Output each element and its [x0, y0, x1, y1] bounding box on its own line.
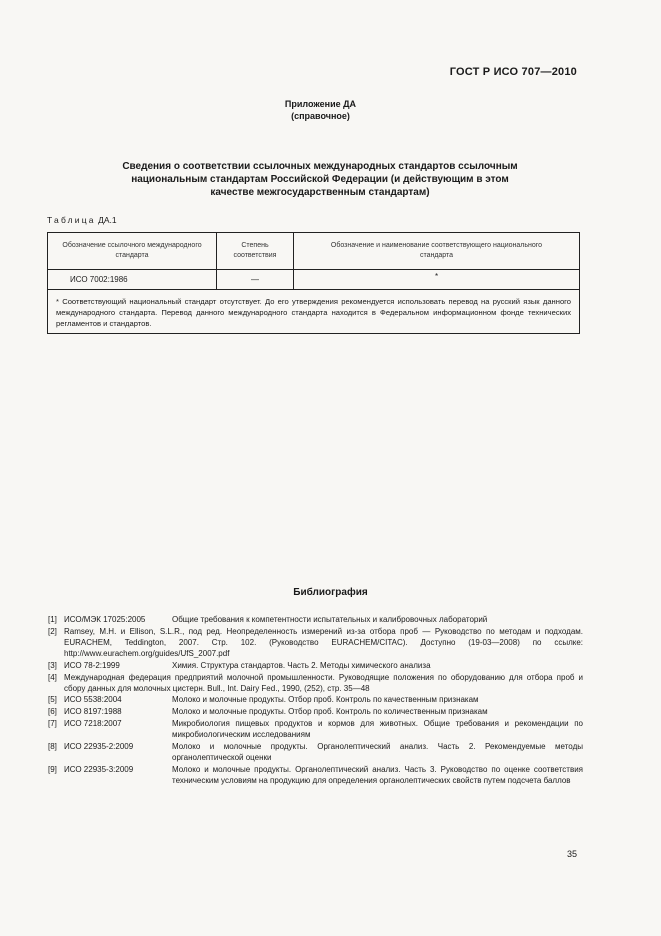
annex-main-title [80, 160, 560, 199]
bib-number: [3] [48, 660, 57, 670]
cell-national-standard: * [294, 270, 580, 290]
header-col-reference-standard: Обозначение ссылочного международного стандарта [48, 233, 217, 270]
header-col-national-standard: Обозначение и наименование соответствующего национального стандарта [294, 233, 580, 270]
bib-code: ИСО/МЭК 17025:2005 [64, 615, 146, 624]
list-item [48, 694, 583, 705]
table-label-prefix: Таблица [47, 215, 96, 225]
bibliography-title: Библиография [293, 587, 368, 598]
annex-title: Приложение ДА [284, 99, 357, 109]
bib-code: ИСО 22935-2:2009 [64, 741, 134, 751]
main-title-line-3: качестве межгосударственным стандартам) [210, 187, 430, 198]
bib-number: [2] [48, 626, 57, 636]
list-item [48, 741, 583, 763]
table-row [48, 270, 580, 290]
bib-text: Химия. Структура стандартов. Часть 2. Методы химического анализа [172, 660, 431, 670]
bib-number: [1] [48, 615, 57, 624]
bib-number: [6] [48, 707, 57, 717]
bib-text: Общие требования к компетентности испытательных и калибровочных лабораторий [172, 615, 488, 624]
bib-code: ИСО 5538:2004 [64, 695, 122, 705]
bib-number: [8] [48, 741, 57, 751]
table-label [47, 215, 117, 225]
table-footnote-row [48, 290, 580, 334]
table-label-id: ДА.1 [98, 215, 117, 225]
list-item [48, 672, 583, 694]
bib-text: Международная федерация предприятий молочной промышленности. Руководящие положения по оборудованию для отбора проб и сбору данных для молочных цистерн. Bull., Int. Dairy Fed., 1990, (252), стр. 35—48 [64, 672, 583, 693]
bib-text: Молоко и молочные продукты. Органолептический анализ. Часть 3. Руководство по оценке соответствия техническим условиям на продукцию для определения органолептических свойств путем подсчета баллов [172, 764, 583, 785]
table-footnote: * Соответствующий национальный стандарт отсутствует. До его утверждения рекомендуется использовать перевод на русский язык данного международного стандарта. Перевод данного международного стандарта находится в Федеральном информационном фонде технических регламентов и стандартов. [48, 290, 580, 334]
bib-number: [9] [48, 764, 57, 774]
list-item [48, 764, 583, 786]
bib-number: [5] [48, 695, 57, 705]
bib-code: ИСО 7218:2007 [64, 718, 122, 728]
page-number: 35 [566, 849, 577, 859]
document-code: ГОСТ Р ИСО 707—2010 [449, 66, 577, 78]
header-col-degree: Степень соответствия [217, 233, 294, 270]
table-header-row [48, 233, 580, 270]
bib-text: Молоко и молочные продукты. Органолептический анализ. Часть 2. Рекомендуемые методы органолептической оценки [172, 741, 583, 762]
bib-code: ИСО 78-2:1999 [64, 660, 120, 670]
cell-degree: — [217, 270, 294, 290]
bib-code: ИСО 22935-3:2009 [64, 764, 134, 774]
bib-text: Молоко и молочные продукты. Отбор проб. Контроль по качественным признакам [172, 695, 479, 705]
annex-heading [0, 98, 661, 122]
bib-text: Ramsey, M.H. и Ellison, S.L.R., под ред. Неопределенность измерений из-за отбора проб — Руководство по методам и подходам. EURACHEM, Teddington, 2007. Стр. 102. (Руководство EURACHEM/CITAC). Доступно (19-03—2008) по ссылке: http://www.eurachem.org/guides/UfS_2007.pdf [64, 626, 583, 659]
cell-reference-standard: ИСО 7002:1986 [48, 270, 217, 290]
list-item [48, 706, 583, 717]
correspondence-table [47, 232, 580, 334]
list-item [48, 626, 583, 660]
bibliography-list [48, 614, 583, 787]
bib-number: [4] [48, 672, 57, 682]
bib-text: Молоко и молочные продукты. Отбор проб. Контроль по количественным признакам [172, 707, 488, 717]
bib-code: ИСО 8197:1988 [64, 707, 122, 717]
bib-number: [7] [48, 718, 57, 728]
list-item [48, 660, 583, 671]
main-title-line-2: национальным стандартам Российской Федерации (и действующим в этом [131, 174, 509, 185]
list-item [48, 718, 583, 740]
annex-subtitle: (справочное) [291, 111, 350, 121]
list-item [48, 614, 583, 625]
main-title-line-1: Сведения о соответствии ссылочных международных стандартов ссылочным [122, 161, 518, 172]
bib-text: Микробиология пищевых продуктов и кормов для животных. Общие требования и рекомендации по микробиологическим исследованиям [172, 718, 583, 740]
